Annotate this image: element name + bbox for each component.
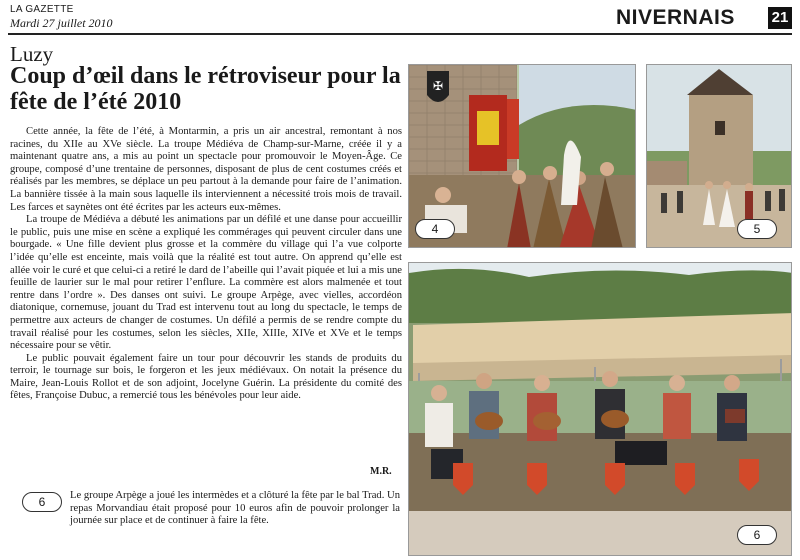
photo-medieval-troupe xyxy=(408,64,636,248)
caption-text: Le groupe Arpège a joué les intermèdes et a clôturé la fête par le bal Trad. Un repas Morvandiau était proposé pour 10 euros afin de pouvoir prolonger la journée sur place et de continuer à faire la fête. xyxy=(70,490,400,527)
page-number: 21 xyxy=(768,7,792,29)
svg-text:✠: ✠ xyxy=(432,79,444,93)
article-paragraph: Cette année, la fête de l’été, à Montarmin, a pris un air ancestral, remontant à nos racines, du XIIe au XVe siècle. La troupe Médiéva de Champ-sur-Marne, créée il y a maintenant quatre ans, a mis au point un spectacle pour promouvoir le Moyen-Âge. Ce groupe, composé d’une trentaine de personnes, disposant de plus de cent costumes créés et réalisés par les membres, se déplace un peu partout à la demande pour faire de l’animation. La bannière tissée à la main sous laquelle ils interviennent a nécessité trois mois de travail. Les farces et saynètes ont été écrites par les acteurs eux-mêmes. xyxy=(10,126,402,213)
caption-number-badge: 6 xyxy=(22,492,62,512)
photo-number-badge: 5 xyxy=(737,219,777,239)
publication-date: Mardi 27 juillet 2010 xyxy=(10,16,113,30)
article-paragraph: La troupe de Médiéva a débuté les animations par un défilé et une danse pour accueillir le public, puis une mise en scène a expliqué les commérages qui peuvent circuler dans une bourgade. « Une fille devient plus grosse et la commère du village qui l’a vue colporte l’idée qu’elle est enceinte, mais voilà que la réalité est tout autre. On apprend qu’elle est allée voir le curé et que celui-ci a retiré le dard de l’abeille qui l’avait piquée et lui a mis une feuille de laurier sur le mal pour retirer l’enflure. La commère est alors malmenée et tout rentre dans l’ordre ». Des danses ont suivi. Le groupe Arpège, avec vielles, accordéon diatonique, cornemuse, jouant du Trad est intervenu tout au long du spectacle, le temps de permettre aux acteurs de changer de costumes. Un défilé a permis de se rendre compte du travail réalisé pour les costumes, selon les siècles, XIIe, XIIIe, XIVe et XVe et le temps nécessaire pour se vêtir. xyxy=(10,214,402,352)
article-signature: M.R. xyxy=(370,466,392,477)
article-kicker: Luzy xyxy=(10,42,54,66)
photo-number-badge: 4 xyxy=(415,219,455,239)
photo-musicians-tent xyxy=(408,262,792,556)
photo-caption xyxy=(10,486,402,556)
article-headline: Coup d’œil dans le rétroviseur pour la fête de l’été 2010 xyxy=(10,63,401,115)
photo-tower-procession xyxy=(646,64,792,248)
publication-name: LA GAZETTE xyxy=(10,4,74,15)
photo-musicians-tent-image xyxy=(409,263,792,556)
section-title: NIVERNAIS xyxy=(616,6,735,29)
header-rule xyxy=(8,33,792,35)
article-paragraph: Le public pouvait également faire un tour pour découvrir les stands de produits du terroir, le tournage sur bois, le forgeron et les jeux médiévaux. On notait la présence du Maire, Jean-Louis Rollot et de son adjoint, Jocelyne Guérin. La présidente du comité des fêtes, Françoise Dubuc, a remercié tous les bénévoles pour leur aide. xyxy=(10,352,402,402)
photo-number-badge: 6 xyxy=(737,525,777,545)
article-body xyxy=(10,126,402,403)
